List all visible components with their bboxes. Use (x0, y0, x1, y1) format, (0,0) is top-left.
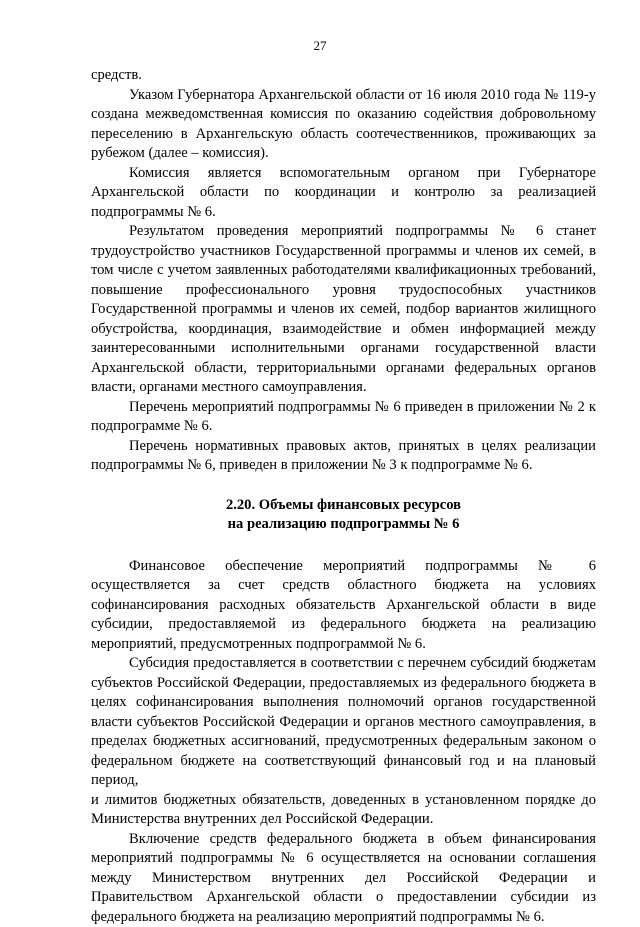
document-body (91, 66, 596, 927)
section-heading-line: на реализацию подпрограммы № 6 (91, 515, 596, 535)
paragraph: средств. (91, 66, 596, 86)
section-heading-line: 2.20. Объемы финансовых ресурсов (91, 496, 596, 516)
page-number: 27 (0, 38, 640, 54)
paragraph: Субсидия предоставляется в соответствии с перечнем субсидий бюджетам субъектов Российской Федерации, предоставляемых из федерального бюджета в целях софинансирования выполнения полномочий органов государственной власти субъектов Российской Федерации и органов местного самоуправления, в пределах бюджетных ассигнований, предусмотренных федеральным законом о федеральном бюджете на соответствующий финансовый год и на плановый период, (91, 654, 596, 791)
paragraph: Перечень мероприятий подпрограммы № 6 приведен в приложении № 2 к подпрограмме № 6. (91, 398, 596, 437)
paragraph: Финансовое обеспечение мероприятий подпрограммы № 6 осуществляется за счет средств областного бюджета на условиях софинансирования расходных обязательств Архангельской области в виде субсидии, предоставляемой из федерального бюджета на реализацию мероприятий, предусмотренных подпрограммой № 6. (91, 557, 596, 655)
paragraph: Перечень нормативных правовых актов, принятых в целях реализации подпрограммы № 6, приведен в приложении № 3 к подпрограмме № 6. (91, 437, 596, 476)
paragraph: Включение средств федерального бюджета в объем финансирования мероприятий подпрограммы № 6 осуществляется на основании соглашения между Министерством внутренних дел Российской Федерации и Правительством Архангельской области о предоставлении субсидии из федерального бюджета на реализацию мероприятий подпрограммы № 6. (91, 830, 596, 927)
section-heading (91, 496, 596, 535)
paragraph: и лимитов бюджетных обязательств, доведенных в установленном порядке до Министерства внутренних дел Российской Федерации. (91, 791, 596, 830)
paragraph: Указом Губернатора Архангельской области от 16 июля 2010 года № 119-у создана межведомственная комиссия по оказанию содействия добровольному переселению в Архангельскую область соотечественников, проживающих за рубежом (далее – комиссия). (91, 86, 596, 164)
paragraph: Результатом проведения мероприятий подпрограммы № 6 станет трудоустройство участников Государственной программы и членов их семей, в том числе с учетом заявленных работодателями квалификационных требований, повышение профессионального уровня трудоспособных участников Государственной программы и членов их семей, подбор вариантов жилищного обустройства, координация, взаимодействие и обмен информацией между заинтересованными исполнительными органами государственной власти Архангельской области, территориальными органами федеральных органов власти, органами местного самоуправления. (91, 222, 596, 398)
paragraph: Комиссия является вспомогательным органом при Губернаторе Архангельской области по координации и контролю за реализацией подпрограммы № 6. (91, 164, 596, 223)
